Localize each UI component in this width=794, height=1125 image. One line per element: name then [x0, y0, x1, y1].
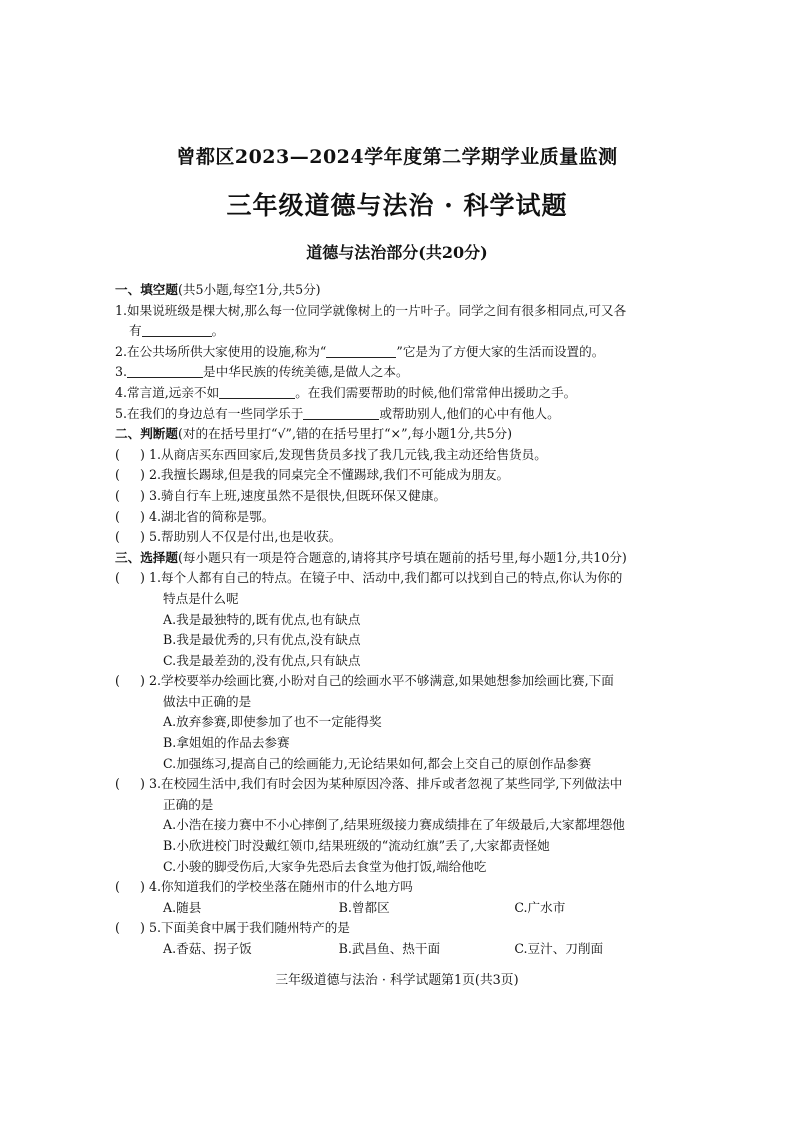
choice-option: A.放弃参赛,即使参加了也不一定能得奖 [163, 714, 382, 730]
fill-question-3: 3. 是中华民族的传统美德,是做人之本。 [115, 364, 409, 380]
judge-item-5: ( ) 5.帮助别人不仅是付出,也是收获。 [115, 527, 690, 548]
section2-heading: 二、判断题(对的在括号里打“√”,错的在括号里打“×”,每小题1分,共5分) [115, 426, 513, 442]
choice-option: C.豆汁、刀削面 [514, 941, 604, 956]
choice-option: A.随县 [163, 899, 202, 915]
exam-title-line1: 曾都区2023—2024学年度第二学期学业质量监测 [176, 146, 618, 168]
choice-option: A.香菇、拐子饭 [163, 941, 252, 956]
choice-question-3: ( ) 3.在校园生活中,我们有时会因为某种原因冷落、排斥或者忽视了某些同学,下列做法中 [115, 774, 690, 795]
judge-item-2: ( ) 2.我擅长踢球,但是我的同桌完全不懂踢球,我们不可能成为朋友。 [115, 465, 690, 486]
answer-bracket[interactable]: ( ) [115, 776, 145, 792]
choice-option: B.曾都区 [338, 899, 390, 915]
choice-option: B.拿姐姐的作品去参赛 [163, 735, 290, 751]
choice-question-4: ( ) 4.你知道我们的学校坐落在随州市的什么地方吗 [115, 877, 690, 898]
answer-bracket[interactable]: ( ) [115, 673, 145, 689]
judge-item-4: ( ) 4.湖北省的简称是鄂。 [115, 507, 690, 528]
choice-question-2: ( ) 2.学校要举办绘画比赛,小盼对自己的绘画水平不够满意,如果她想参加绘画比赛,下面 [115, 671, 690, 692]
answer-bracket[interactable]: ( ) [115, 879, 145, 895]
answer-bracket[interactable]: ( ) [115, 487, 145, 503]
choice-question-1: ( ) 1.每个人都有自己的特点。在镜子中、活动中,我们都可以找到自己的特点,你认为你的 [115, 568, 690, 589]
exam-title-line2: 三年级道德与法治 · 科学试题 [226, 191, 568, 220]
answer-bracket[interactable]: ( ) [115, 570, 145, 586]
fill-question-4: 4.常言道,远亲不如 。在我们需要帮助的时候,他们常常伸出援助之手。 [115, 384, 577, 400]
fill-blank-5[interactable] [303, 405, 379, 420]
fill-blank-3[interactable] [127, 363, 203, 378]
choice-option: B.小欣进校门时没戴红领巾,结果班级的“流动红旗”丢了,大家都责怪她 [163, 838, 550, 854]
fill-blank-2[interactable] [326, 343, 396, 358]
choice-option: A.我是最独特的,既有优点,也有缺点 [163, 611, 361, 627]
fill-question-1-cont: 有 。 [129, 323, 225, 339]
fill-question-5: 5.在我们的身边总有一些同学乐于 或帮助别人,他们的心中有他人。 [115, 405, 560, 421]
choice-option: A.小浩在接力赛中不小心摔倒了,结果班级接力赛成绩排在了年级最后,大家都埋怨他 [163, 817, 625, 833]
choice-question-5: ( ) 5.下面美食中属于我们随州特产的是 [115, 918, 690, 939]
answer-bracket[interactable]: ( ) [115, 508, 145, 524]
choice-question-1-cont: 特点是什么呢 [163, 590, 239, 606]
answer-bracket[interactable]: ( ) [115, 446, 145, 462]
fill-blank-4[interactable] [219, 384, 295, 399]
choice-option: B.我是最优秀的,只有优点,没有缺点 [163, 632, 361, 648]
judge-item-1: ( ) 1.从商店买东西回家后,发现售货员多找了我几元钱,我主动还给售货员。 [115, 445, 690, 466]
section3-heading: 三、选择题(每小题只有一项是符合题意的,请将其序号填在题前的括号里,每小题1分,共10分) [115, 549, 627, 565]
fill-blank-1[interactable] [142, 322, 212, 337]
choice-option: B.武昌鱼、热干面 [338, 941, 441, 956]
exam-content [115, 280, 690, 960]
choice-option: C.加强练习,提高自己的绘画能力,无论结果如何,都会上交自己的原创作品参赛 [163, 755, 592, 771]
section-subtitle: 道德与法治部分(共20分) [306, 243, 488, 262]
choice-options-row [115, 939, 690, 960]
choice-option: C.我是最差劲的,没有优点,只有缺点 [163, 652, 361, 668]
choice-question-3-cont: 正确的是 [163, 796, 214, 812]
choice-question-2-cont: 做法中正确的是 [163, 693, 252, 709]
answer-bracket[interactable]: ( ) [115, 467, 145, 483]
answer-bracket[interactable]: ( ) [115, 920, 145, 936]
fill-question-1: 1.如果说班级是棵大树,那么每一位同学就像树上的一片叶子。同学之间有很多相同点,可又各 [115, 302, 627, 318]
fill-question-2: 2.在公共场所供大家使用的设施,称为“ ”它是为了方便大家的生活而设置的。 [115, 343, 605, 359]
choice-option: C.广水市 [514, 899, 566, 915]
answer-bracket[interactable]: ( ) [115, 529, 145, 545]
choice-options-row [115, 898, 690, 919]
choice-option: C.小骏的脚受伤后,大家争先恐后去食堂为他打饭,端给他吃 [163, 858, 487, 874]
judge-item-3: ( ) 3.骑自行车上班,速度虽然不是很快,但既环保又健康。 [115, 486, 690, 507]
section1-heading: 一、填空题(共5小题,每空1分,共5分) [115, 282, 321, 297]
page-footer: 三年级道德与法治 · 科学试题第1页(共3页) [275, 973, 519, 988]
